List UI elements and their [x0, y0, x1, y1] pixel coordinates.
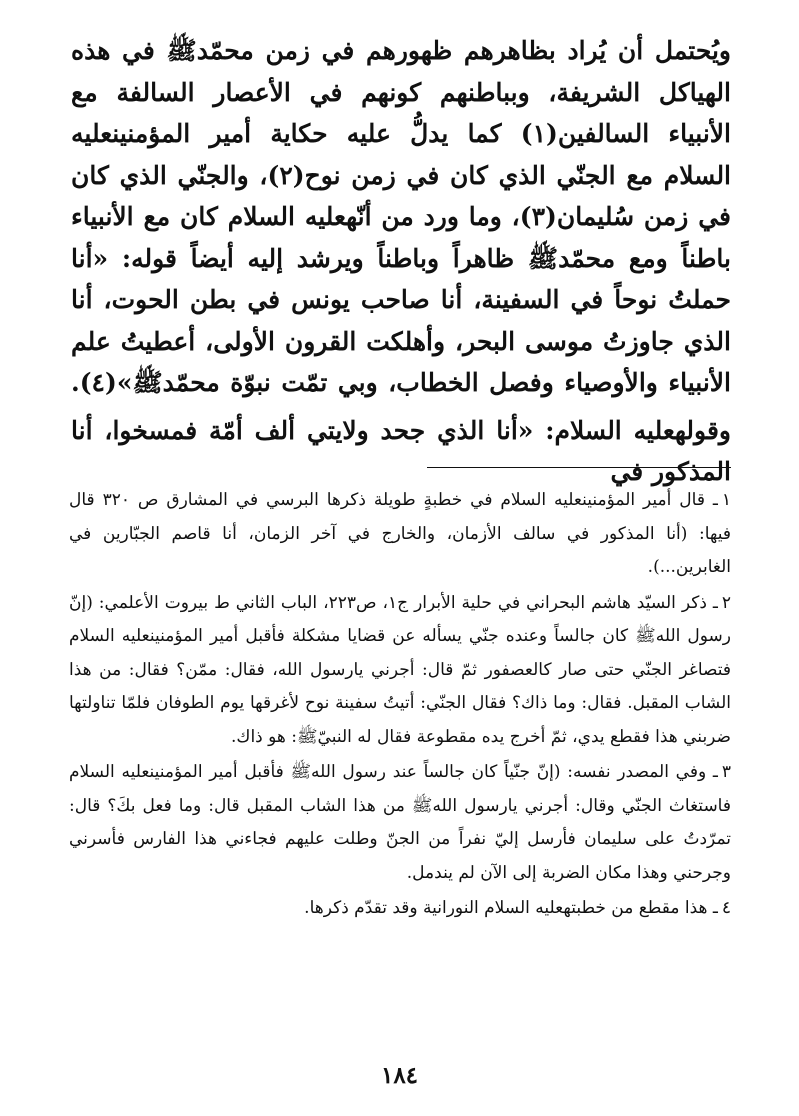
footnote-text: ـ هذا مقطع من خطبتهعليه السلام النورانية وقد تقدّم ذكرها. — [304, 898, 718, 918]
footnote-1 — [69, 484, 731, 585]
main-paragraph-2: وقولهعليه السلام: «أنا الذي جحد ولايتي ألف أمّة فمسخوا، أنا المذكور في — [71, 415, 731, 486]
footnote-text: ـ قال أمير المؤمنينعليه السلام في خطبةٍ طويلة ذكرها البرسي في المشارق ص ٣٢٠ قال فيها: (أنا المذكور في سالف الأزمان، والخارج في آخر الزمان، أنا قاصم الجبّارين في الغابرين...). — [69, 490, 731, 577]
footnote-number: ١ — [721, 490, 731, 510]
main-paragraph-1: ويُحتمل أن يُراد بظاهرهم ظهورهم في زمن محمّدﷺ في هذه الهياكل الشريفة، وبباطنهم كونهم في الأعصار السالفة مع الأنبياء السالفين(١) كما يدلُّ عليه حكاية أمير المؤمنينعليه السلام مع الجنّي الذي كان في زمن نوح(٢)، والجنّي الذي كان في زمن سُليمان(٣)، وما ورد من أنّهعليه السلام كان مع الأنبياء باطناً ومع محمّدﷺ ظاهراً وباطناً ويرشد إليه أيضاً قوله: «أنا حملتُ نوحاً في السفينة، أنا صاحب يونس في بطن الحوت، أنا الذي جاوزتُ موسى البحر، وأهلكت القرون الأولى، أعطيتُ علم الأنبياء والأوصياء وفصل الخطاب، وبي تمّت نبوّة محمّدﷺ»(٤). — [71, 36, 732, 397]
footnote-2 — [69, 587, 731, 755]
footnote-4 — [69, 892, 731, 926]
footnote-number: ٢ — [721, 592, 732, 613]
footnote-text: ـ وفي المصدر نفسه: (إنّ جنّياً كان جالساً عند رسول اللهﷺ فأقبل أمير المؤمنينعليه السلام فاستغاث الجنّي وقال: أجرني يارسول اللهﷺ من هذا الشاب المقبل قال: وما فعل بكَ؟ قال: تمرّدتُ على سليمان فأرسل إليّ نفراً من الجنّ وطلت عليهم فجاءني هذا الفارس فأسرني وجرحني وهذا مكان الضربة إلى الآن لم يندمل. — [69, 762, 731, 883]
footnote-3 — [69, 756, 731, 890]
main-text — [71, 30, 731, 493]
footnotes — [69, 484, 731, 928]
page-number: ١٨٤ — [380, 1062, 419, 1089]
footnote-text: ـ ذكر السيّد هاشم البحراني في حلية الأبرار ج١، ص٢٢٣، الباب الثاني ط بيروت الأعلمي: (إنّ رسول اللهﷺ كان جالساً وعنده جنّي يسأله عن قضايا مشكلة فأقبل أمير المؤمنينعليه السلام فتصاغر الجنّي حتى صار كالعصفور ثمّ قال: أجرني يارسول الله، فقال: ممّن؟ فقال: من هذا الشاب المقبل. فقال: وما ذاك؟ فقال الجنّي: أتيتُ سفينة نوح لأغرقها يوم الطوفان فلمّا تناولتها ضربني هذا فقطع يدي، ثمّ أخرج يده مقطوعة فقال له النبيّﷺ: هو ذاك. — [69, 592, 731, 747]
footnote-separator — [427, 467, 731, 468]
footnote-number: ٤ — [721, 898, 731, 918]
footnote-number: ٣ — [721, 762, 731, 782]
